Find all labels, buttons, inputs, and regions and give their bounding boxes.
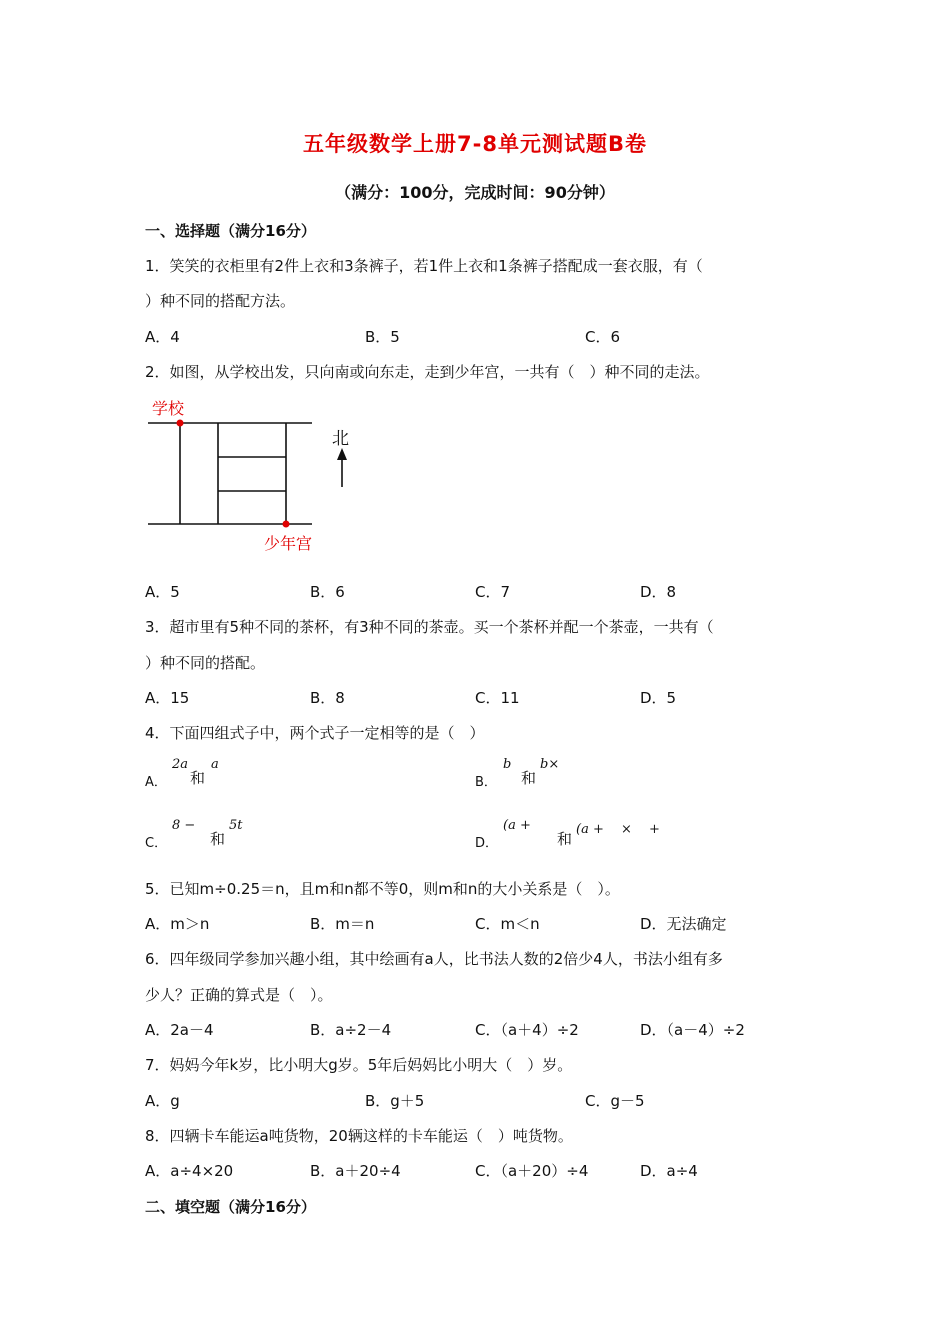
q4-option-a-label: A． [145,775,167,790]
q1-option-c: C．6 [585,328,621,346]
q5-option-a: A．m＞n [145,915,210,933]
q4-option-c-label: C． [145,836,168,851]
q1-text-cont: ）种不同的搭配方法。 [145,292,296,310]
q8-text: 8．四辆卡车能运a吨货物，20辆这样的卡车能运（ ）吨货物。 [145,1127,573,1145]
q4-option-c-and: 和 [210,830,226,848]
palace-point [283,521,290,528]
q8-option-b: B．a＋20÷4 [310,1162,401,1180]
section-heading-fill: 二、填空题（满分16分） [145,1198,316,1216]
q3-option-a: A．15 [145,689,190,707]
q5-option-c: C．m＜n [475,915,540,933]
q4-option-a-left: 2a [172,757,189,772]
q4-option-b-and: 和 [521,769,537,787]
q2-text: 2．如图，从学校出发，只向南或向东走，走到少年宫，一共有（ ）种不同的走法。 [145,363,710,381]
school-label: 学校 [152,399,185,418]
q2-option-d: D．8 [640,583,677,601]
q7-option-c: C．g－5 [585,1092,645,1110]
q4-option-c-right: 5t [229,818,243,833]
q5-option-d: D．无法确定 [640,915,727,933]
q4-option-d-right: (a + × + [576,822,660,837]
q4-text: 4．下面四组式子中，两个式子一定相等的是（ ） [145,724,485,742]
q3-text: 3．超市里有5种不同的茶杯，有3种不同的茶壶。买一个茶杯并配一个茶壶，一共有（ [145,618,714,636]
q2-option-b: B．6 [310,583,345,601]
q5-text: 5．已知m÷0.25＝n，且m和n都不等0，则m和n的大小关系是（ ）。 [145,880,620,898]
q4-option-a-and: 和 [190,769,206,787]
q3-option-d: D．5 [640,689,677,707]
q1-option-a: A．4 [145,328,180,346]
q6-text-cont: 少人？正确的算式是（ ）。 [145,986,333,1004]
q4-option-c-left: 8 − [172,818,196,833]
q8-option-c: C．（a＋20）÷4 [475,1162,589,1180]
q4-option-b-right: b× [540,757,560,772]
q4-option-a-right: a [211,757,219,772]
palace-label: 少年宫 [264,534,313,553]
q7-option-a: A．g [145,1092,180,1110]
q8-option-a: A．a÷4×20 [145,1162,234,1180]
q6-option-b: B．a÷2－4 [310,1021,392,1039]
q3-option-b: B．8 [310,689,345,707]
q4-option-d-and: 和 [557,830,573,848]
q4-option-b-label: B． [475,775,497,790]
q6-option-a: A．2a－4 [145,1021,214,1039]
q7-text: 7．妈妈今年k岁，比小明大g岁。5年后妈妈比小明大（ ）岁。 [145,1056,573,1074]
page-title: 五年级数学上册7-8单元测试题B卷 [303,132,647,156]
q3-text-cont: ）种不同的搭配。 [145,654,266,672]
q3-option-c: C．11 [475,689,520,707]
q6-option-c: C．（a＋4）÷2 [475,1021,579,1039]
page-subtitle: （满分：100分，完成时间：90分钟） [335,183,615,202]
q6-text: 6．四年级同学参加兴趣小组，其中绘画有a人，比书法人数的2倍少4人，书法小组有多 [145,950,723,968]
north-arrow-head [337,448,347,460]
north-label: 北 [332,429,349,449]
q8-option-d: D．a÷4 [640,1162,698,1180]
school-point [177,420,184,427]
q1-option-b: B．5 [365,328,400,346]
route-diagram [140,392,370,557]
q2-option-a: A．5 [145,583,180,601]
q5-option-b: B．m＝n [310,915,375,933]
q6-option-d: D．（a－4）÷2 [640,1021,745,1039]
q1-text: 1．笑笑的衣柜里有2件上衣和3条裤子，若1件上衣和1条裤子搭配成一套衣服，有（ [145,257,703,275]
q7-option-b: B．g＋5 [365,1092,425,1110]
q4-option-b-left: b [503,757,512,772]
q4-option-d-left: (a + [503,818,531,833]
section-heading-choice: 一、选择题（满分16分） [145,222,316,240]
q2-option-c: C．7 [475,583,511,601]
q4-option-d-label: D． [475,836,499,851]
